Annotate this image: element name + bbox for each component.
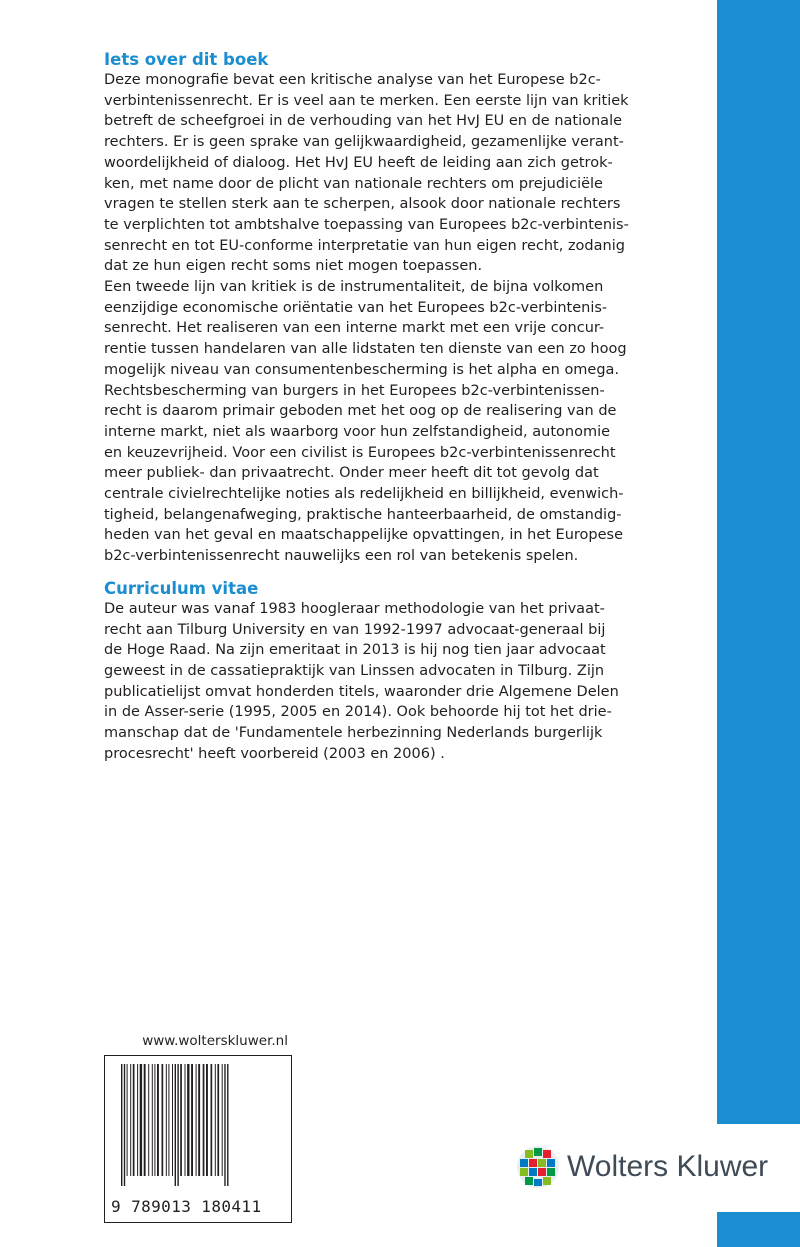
text-line: Deze monografie bevat een kritische analyse van het Europese b2c- <box>104 72 601 88</box>
curriculum-vitae-paragraph <box>104 599 704 765</box>
isbn-barcode <box>104 1055 292 1223</box>
text-line: te verplichten tot ambtshalve toepassing van Europees b2c-verbintenis- <box>104 216 629 233</box>
curriculum-vitae-heading: Curriculum vitae <box>104 578 259 598</box>
text-line: publicatielijst omvat honderden titels, waaronder drie Algemene Delen <box>104 683 619 700</box>
text-line: senrecht. Het realiseren van een interne markt met een vrije concur- <box>104 320 605 337</box>
back-cover-text <box>104 50 704 765</box>
text-line: rentie tussen handelaren van alle lidstaten ten dienste van een zo hoog <box>104 341 627 358</box>
text-line: interne markt, niet als waarborg voor hun zelfstandigheid, autonomie <box>104 423 611 440</box>
text-line: De auteur was vanaf 1983 hoogleraar methodologie van het privaat- <box>104 600 605 617</box>
publisher-name: Wolters Kluwer <box>567 1150 769 1183</box>
text-line: en keuzevrijheid. Voor een civilist is Europees b2c-verbintenissenrecht <box>104 444 616 461</box>
wolters-kluwer-logo-icon <box>515 1144 561 1190</box>
text-line: centrale civielrechtelijke noties als redelijkheid en billijkheid, evenwich- <box>104 486 624 503</box>
text-line: verbintenissenrecht. Er is veel aan te merken. Een eerste lijn van kritiek <box>104 92 629 109</box>
text-line: betreft de scheefgroei in de verhouding van het HvJ EU en de nationale <box>104 113 623 130</box>
text-line: Rechtsbescherming van burgers in het Europees b2c-verbintenissen- <box>104 382 605 399</box>
blue-spine-band <box>717 0 800 1247</box>
about-book-paragraph <box>104 70 704 567</box>
text-line: dat ze hun eigen recht soms niet mogen toepassen. <box>104 258 483 275</box>
text-line: tigheid, belangenafweging, praktische hanteerbaarheid, de omstandig- <box>104 506 622 523</box>
text-line: de Hoge Raad. Na zijn emeritaat in 2013 is hij nog tien jaar advocaat <box>104 642 606 659</box>
text-line: procesrecht' heeft voorbereid (2003 en 2006) . <box>104 745 445 762</box>
barcode-bars <box>119 1064 283 1186</box>
text-line: recht aan Tilburg University en van 1992-1997 advocaat-generaal bij <box>104 621 606 638</box>
text-line: woordelijkheid of dialoog. Het HvJ EU heeft de leiding aan zich getrok- <box>104 154 613 171</box>
text-line: ken, met name door de plicht van nationale rechters om prejudiciële <box>104 175 603 192</box>
text-line: meer publiek- dan privaatrecht. Onder meer heeft dit tot gevolg dat <box>104 465 599 482</box>
publisher-website: www.wolterskluwer.nl <box>142 1033 288 1049</box>
text-line: vragen te stellen sterk aan te scherpen, alsook door nationale rechters <box>104 196 621 213</box>
text-line: recht is daarom primair geboden met het oog op de realisering van de <box>104 403 617 420</box>
text-line: senrecht en tot EU-conforme interpretatie van hun eigen recht, zodanig <box>104 237 625 254</box>
text-line: Een tweede lijn van kritiek is de instrumentaliteit, de bijna volkomen <box>104 279 604 296</box>
section-spacer <box>104 567 704 579</box>
publisher-logo <box>497 1124 800 1212</box>
text-line: rechters. Er is geen sprake van gelijkwaardigheid, gezamenlijke verant- <box>104 134 624 151</box>
text-line: in de Asser-serie (1995, 2005 en 2014). Ook behoorde hij tot het drie- <box>104 704 612 721</box>
text-line: geweest in de cassatiepraktijk van Linssen advocaten in Tilburg. Zijn <box>104 662 605 679</box>
text-line: eenzijdige economische oriëntatie van het Europees b2c-verbintenis- <box>104 299 608 316</box>
text-line: b2c-verbintenissenrecht nauwelijks een rol van betekenis spelen. <box>104 548 579 565</box>
about-book-heading: Iets over dit boek <box>104 50 269 69</box>
barcode-digits: 9 789013 180411 <box>111 1197 262 1216</box>
text-line: mogelijk niveau van consumentenbescherming is het alpha en omega. <box>104 361 620 378</box>
text-line: heden van het geval en maatschappelijke opvattingen, in het Europese <box>104 527 624 544</box>
text-line: manschap dat de 'Fundamentele herbezinning Nederlands burgerlijk <box>104 725 603 742</box>
